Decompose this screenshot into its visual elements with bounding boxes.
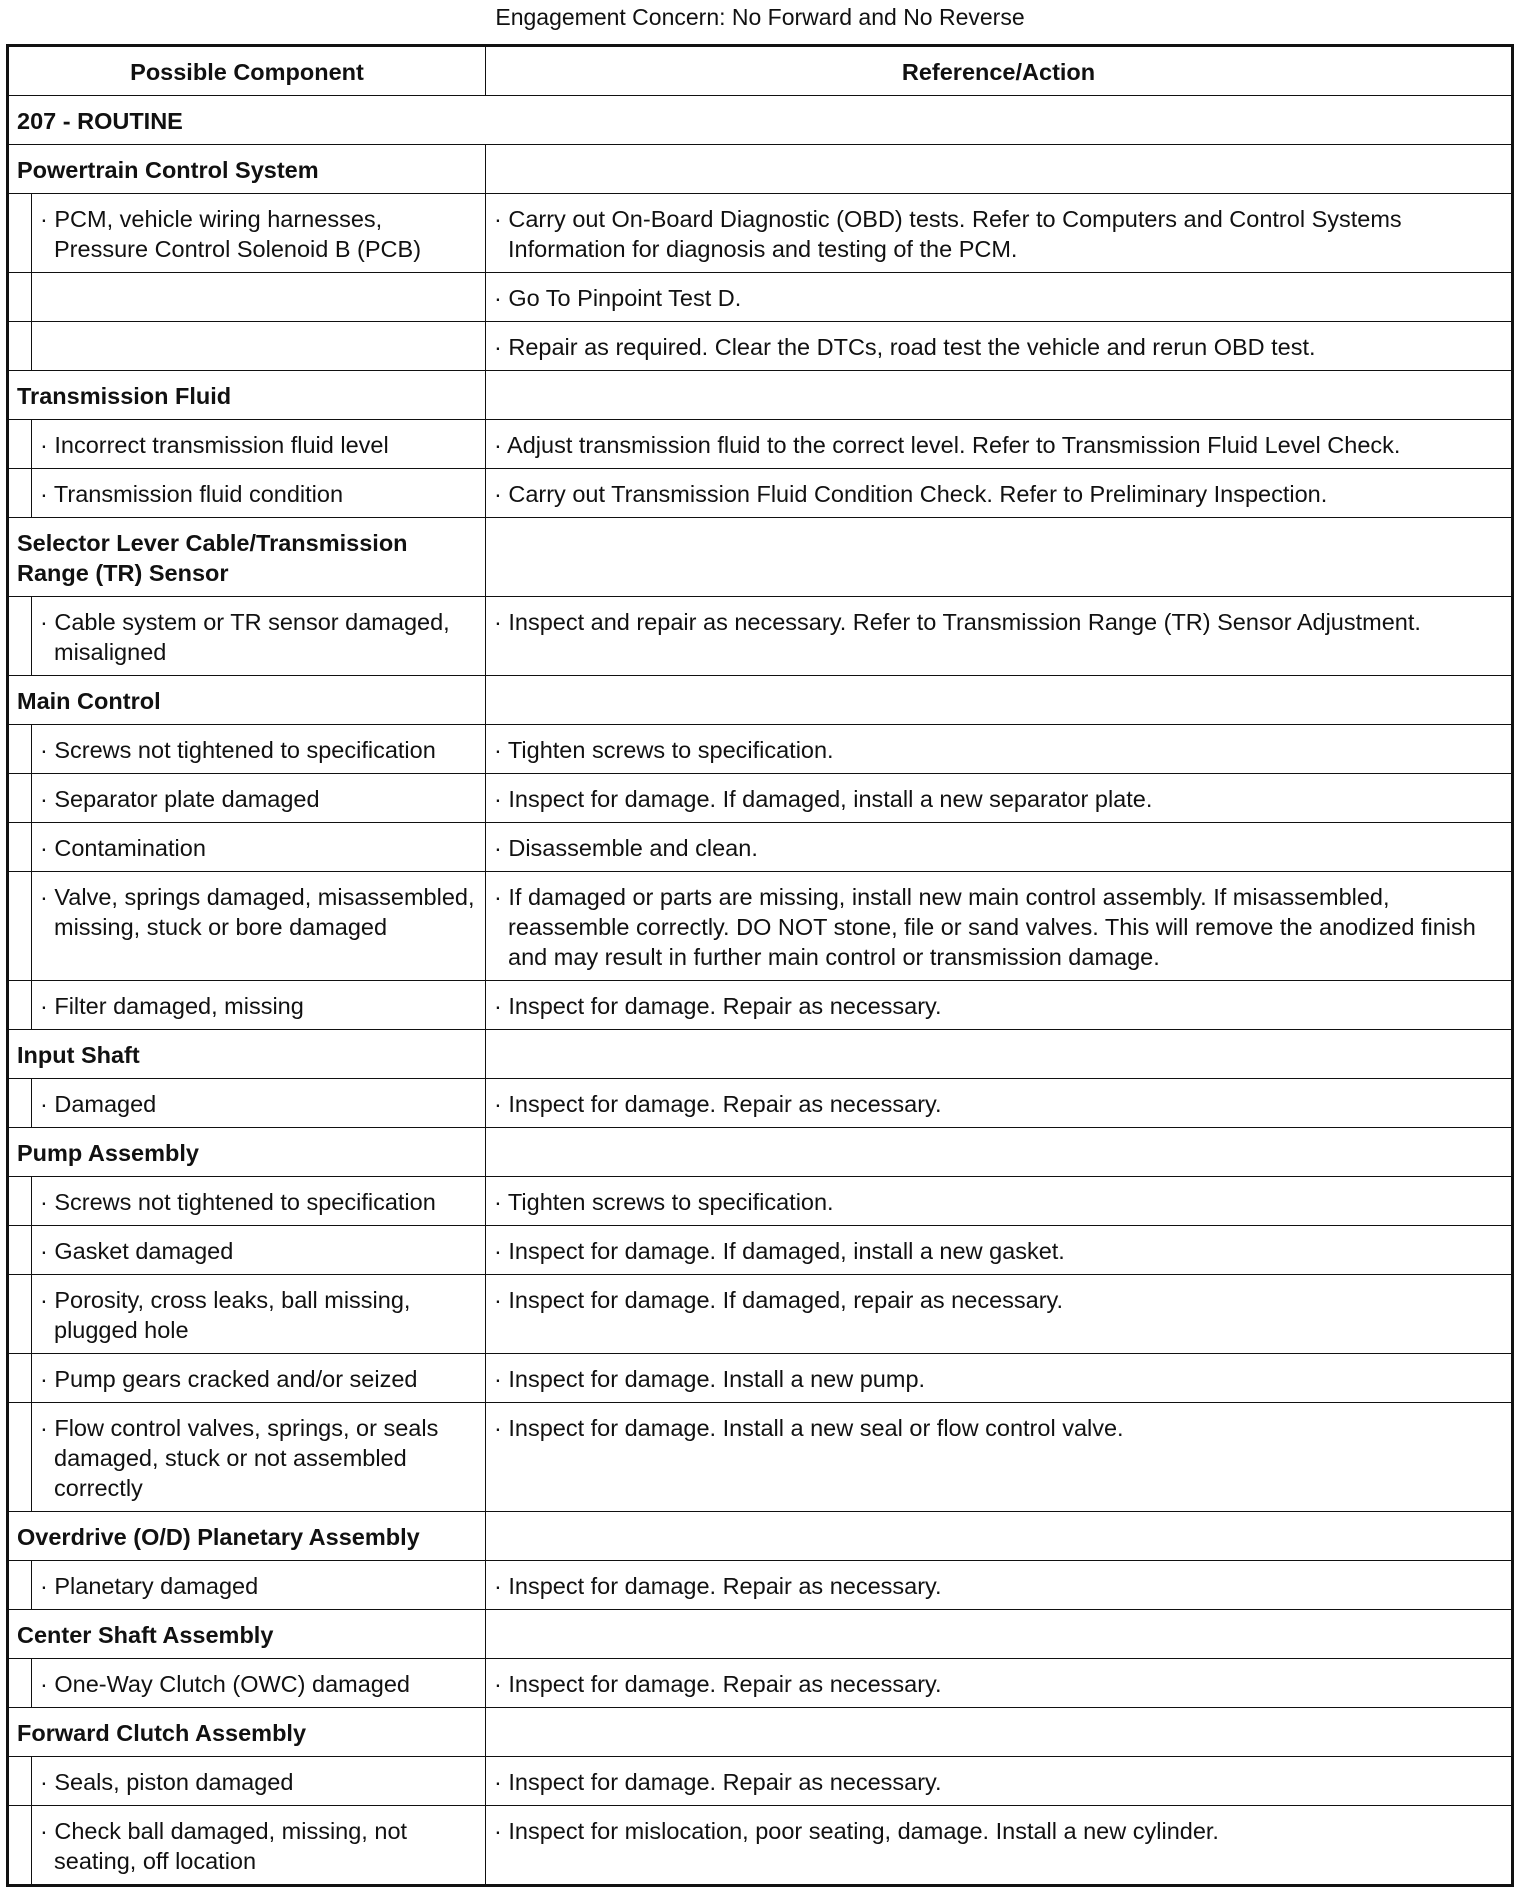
action-cell — [486, 1659, 1513, 1708]
component-text: · Gasket damaged — [40, 1238, 234, 1264]
action-cell — [486, 1079, 1513, 1128]
component-text: · Contamination — [40, 835, 206, 861]
group-action-empty — [486, 145, 1513, 194]
table-row — [8, 725, 1513, 774]
action-text: · Inspect for damage. If damaged, install a new separator plate. — [494, 786, 1153, 812]
action-text: · Inspect for damage. If damaged, install a new gasket. — [494, 1238, 1065, 1264]
indent-cell — [8, 1403, 32, 1512]
table-row — [8, 872, 1513, 981]
action-text: · Tighten screws to specification. — [494, 737, 834, 763]
component-text: · Valve, springs damaged, misassembled, missing, stuck or bore damaged — [40, 884, 475, 940]
table-row — [8, 597, 1513, 676]
group-row — [8, 1610, 1513, 1659]
table-row — [8, 981, 1513, 1030]
component-text: · Planetary damaged — [40, 1573, 259, 1599]
component-text: · Porosity, cross leaks, ball missing, plugged hole — [40, 1287, 411, 1343]
component-cell — [32, 1806, 486, 1886]
action-text: · Disassemble and clean. — [494, 835, 758, 861]
component-cell — [32, 1354, 486, 1403]
group-name: Powertrain Control System — [8, 145, 486, 194]
group-action-empty — [486, 1030, 1513, 1079]
action-cell — [486, 1354, 1513, 1403]
action-cell — [486, 1177, 1513, 1226]
group-action-empty — [486, 676, 1513, 725]
component-text: · Incorrect transmission fluid level — [40, 432, 389, 458]
group-action-empty — [486, 1512, 1513, 1561]
action-text: · Inspect for damage. Repair as necessary. — [494, 993, 942, 1019]
action-text: · If damaged or parts are missing, install new main control assembly. If misassembled, reassemble correctly. DO NOT stone, file or sand valves. This will remove the anodized finish and may result in further main control or transmission damage. — [494, 884, 1476, 970]
table-row — [8, 1354, 1513, 1403]
component-cell — [32, 872, 486, 981]
indent-cell — [8, 420, 32, 469]
table-row — [8, 774, 1513, 823]
group-row — [8, 518, 1513, 597]
table-row — [8, 1275, 1513, 1354]
indent-cell — [8, 1354, 32, 1403]
component-cell — [32, 469, 486, 518]
action-text: · Carry out Transmission Fluid Condition Check. Refer to Preliminary Inspection. — [494, 481, 1328, 507]
action-cell — [486, 322, 1513, 371]
table-row — [8, 273, 1513, 322]
indent-cell — [8, 273, 32, 322]
action-cell — [486, 1561, 1513, 1610]
action-cell — [486, 1403, 1513, 1512]
group-row — [8, 1512, 1513, 1561]
header-row — [8, 46, 1513, 96]
component-text: · Cable system or TR sensor damaged, misaligned — [40, 609, 450, 665]
header-reference-action: Reference/Action — [486, 46, 1513, 96]
action-cell — [486, 725, 1513, 774]
action-cell — [486, 1757, 1513, 1806]
group-row — [8, 1128, 1513, 1177]
indent-cell — [8, 469, 32, 518]
table-row — [8, 420, 1513, 469]
action-text: · Tighten screws to specification. — [494, 1189, 834, 1215]
group-action-empty — [486, 1610, 1513, 1659]
table-row — [8, 823, 1513, 872]
group-action-empty — [486, 371, 1513, 420]
group-row — [8, 676, 1513, 725]
group-action-empty — [486, 1128, 1513, 1177]
action-text: · Inspect for mislocation, poor seating, damage. Install a new cylinder. — [494, 1818, 1219, 1844]
action-cell — [486, 469, 1513, 518]
action-cell — [486, 872, 1513, 981]
indent-cell — [8, 597, 32, 676]
header-possible-component: Possible Component — [8, 46, 486, 96]
table-row — [8, 1079, 1513, 1128]
table-row — [8, 1659, 1513, 1708]
action-text: · Inspect for damage. Repair as necessary. — [494, 1671, 942, 1697]
section-label: 207 - ROUTINE — [8, 96, 1513, 145]
table-row — [8, 1561, 1513, 1610]
group-name: Input Shaft — [8, 1030, 486, 1079]
component-cell — [32, 322, 486, 371]
component-cell — [32, 981, 486, 1030]
table-row — [8, 322, 1513, 371]
action-cell — [486, 597, 1513, 676]
component-cell — [32, 1659, 486, 1708]
group-name: Main Control — [8, 676, 486, 725]
action-cell — [486, 823, 1513, 872]
component-cell — [32, 1403, 486, 1512]
indent-cell — [8, 823, 32, 872]
section-row — [8, 96, 1513, 145]
action-text: · Inspect for damage. If damaged, repair as necessary. — [494, 1287, 1064, 1313]
table-row — [8, 1403, 1513, 1512]
component-text: · Damaged — [40, 1091, 157, 1117]
component-cell — [32, 1275, 486, 1354]
component-cell — [32, 725, 486, 774]
action-cell — [486, 774, 1513, 823]
action-text: · Inspect and repair as necessary. Refer to Transmission Range (TR) Sensor Adjustment. — [494, 609, 1421, 635]
action-cell — [486, 981, 1513, 1030]
table-row — [8, 1177, 1513, 1226]
component-text: · Separator plate damaged — [40, 786, 320, 812]
component-cell — [32, 597, 486, 676]
table-row — [8, 1806, 1513, 1886]
action-cell — [486, 273, 1513, 322]
action-text: · Inspect for damage. Repair as necessary. — [494, 1769, 942, 1795]
table-row — [8, 1757, 1513, 1806]
group-name: Selector Lever Cable/Transmission Range (TR) Sensor — [8, 518, 486, 597]
indent-cell — [8, 1806, 32, 1886]
component-cell — [32, 1079, 486, 1128]
component-cell — [32, 273, 486, 322]
component-cell — [32, 823, 486, 872]
indent-cell — [8, 194, 32, 273]
component-text: · Transmission fluid condition — [40, 481, 344, 507]
action-cell — [486, 1806, 1513, 1886]
indent-cell — [8, 322, 32, 371]
action-text: · Inspect for damage. Install a new seal or flow control valve. — [494, 1415, 1124, 1441]
component-text: · Screws not tightened to specification — [40, 1189, 436, 1215]
group-name: Overdrive (O/D) Planetary Assembly — [8, 1512, 486, 1561]
component-cell — [32, 1177, 486, 1226]
group-action-empty — [486, 1708, 1513, 1757]
group-row — [8, 371, 1513, 420]
indent-cell — [8, 725, 32, 774]
action-cell — [486, 420, 1513, 469]
action-text: · Carry out On-Board Diagnostic (OBD) tests. Refer to Computers and Control Systems Information for diagnosis and testing of the PCM. — [494, 206, 1402, 262]
diagnosis-table — [6, 44, 1514, 1887]
action-text: · Go To Pinpoint Test D. — [494, 285, 742, 311]
component-cell — [32, 1561, 486, 1610]
component-cell — [32, 1226, 486, 1275]
table-caption: Engagement Concern: No Forward and No Reverse — [495, 4, 1025, 30]
group-row — [8, 1708, 1513, 1757]
group-name: Forward Clutch Assembly — [8, 1708, 486, 1757]
action-text: · Repair as required. Clear the DTCs, road test the vehicle and rerun OBD test. — [494, 334, 1316, 360]
group-name: Transmission Fluid — [8, 371, 486, 420]
component-text: · Check ball damaged, missing, not seating, off location — [40, 1818, 408, 1874]
component-text: · Filter damaged, missing — [40, 993, 304, 1019]
indent-cell — [8, 774, 32, 823]
action-cell — [486, 1226, 1513, 1275]
indent-cell — [8, 872, 32, 981]
action-text: · Inspect for damage. Repair as necessary. — [494, 1573, 942, 1599]
group-action-empty — [486, 518, 1513, 597]
table-row — [8, 194, 1513, 273]
group-row — [8, 1030, 1513, 1079]
component-text: · Flow control valves, springs, or seals damaged, stuck or not assembled correctly — [40, 1415, 439, 1501]
action-cell — [486, 194, 1513, 273]
component-text: · PCM, vehicle wiring harnesses, Pressure Control Solenoid B (PCB) — [40, 206, 422, 262]
component-text: · Pump gears cracked and/or seized — [40, 1366, 418, 1392]
action-text: · Inspect for damage. Repair as necessary. — [494, 1091, 942, 1117]
component-text: · Seals, piston damaged — [40, 1769, 294, 1795]
indent-cell — [8, 1757, 32, 1806]
action-text: · Adjust transmission fluid to the correct level. Refer to Transmission Fluid Level Check. — [494, 432, 1401, 458]
indent-cell — [8, 1659, 32, 1708]
indent-cell — [8, 1561, 32, 1610]
group-row — [8, 145, 1513, 194]
table-row — [8, 469, 1513, 518]
indent-cell — [8, 1226, 32, 1275]
component-cell — [32, 420, 486, 469]
indent-cell — [8, 1275, 32, 1354]
component-cell — [32, 1757, 486, 1806]
indent-cell — [8, 1079, 32, 1128]
component-text: · Screws not tightened to specification — [40, 737, 436, 763]
indent-cell — [8, 981, 32, 1030]
component-text: · One-Way Clutch (OWC) damaged — [40, 1671, 410, 1697]
component-cell — [32, 194, 486, 273]
action-cell — [486, 1275, 1513, 1354]
group-name: Center Shaft Assembly — [8, 1610, 486, 1659]
action-text: · Inspect for damage. Install a new pump. — [494, 1366, 926, 1392]
table-row — [8, 1226, 1513, 1275]
group-name: Pump Assembly — [8, 1128, 486, 1177]
indent-cell — [8, 1177, 32, 1226]
component-cell — [32, 774, 486, 823]
